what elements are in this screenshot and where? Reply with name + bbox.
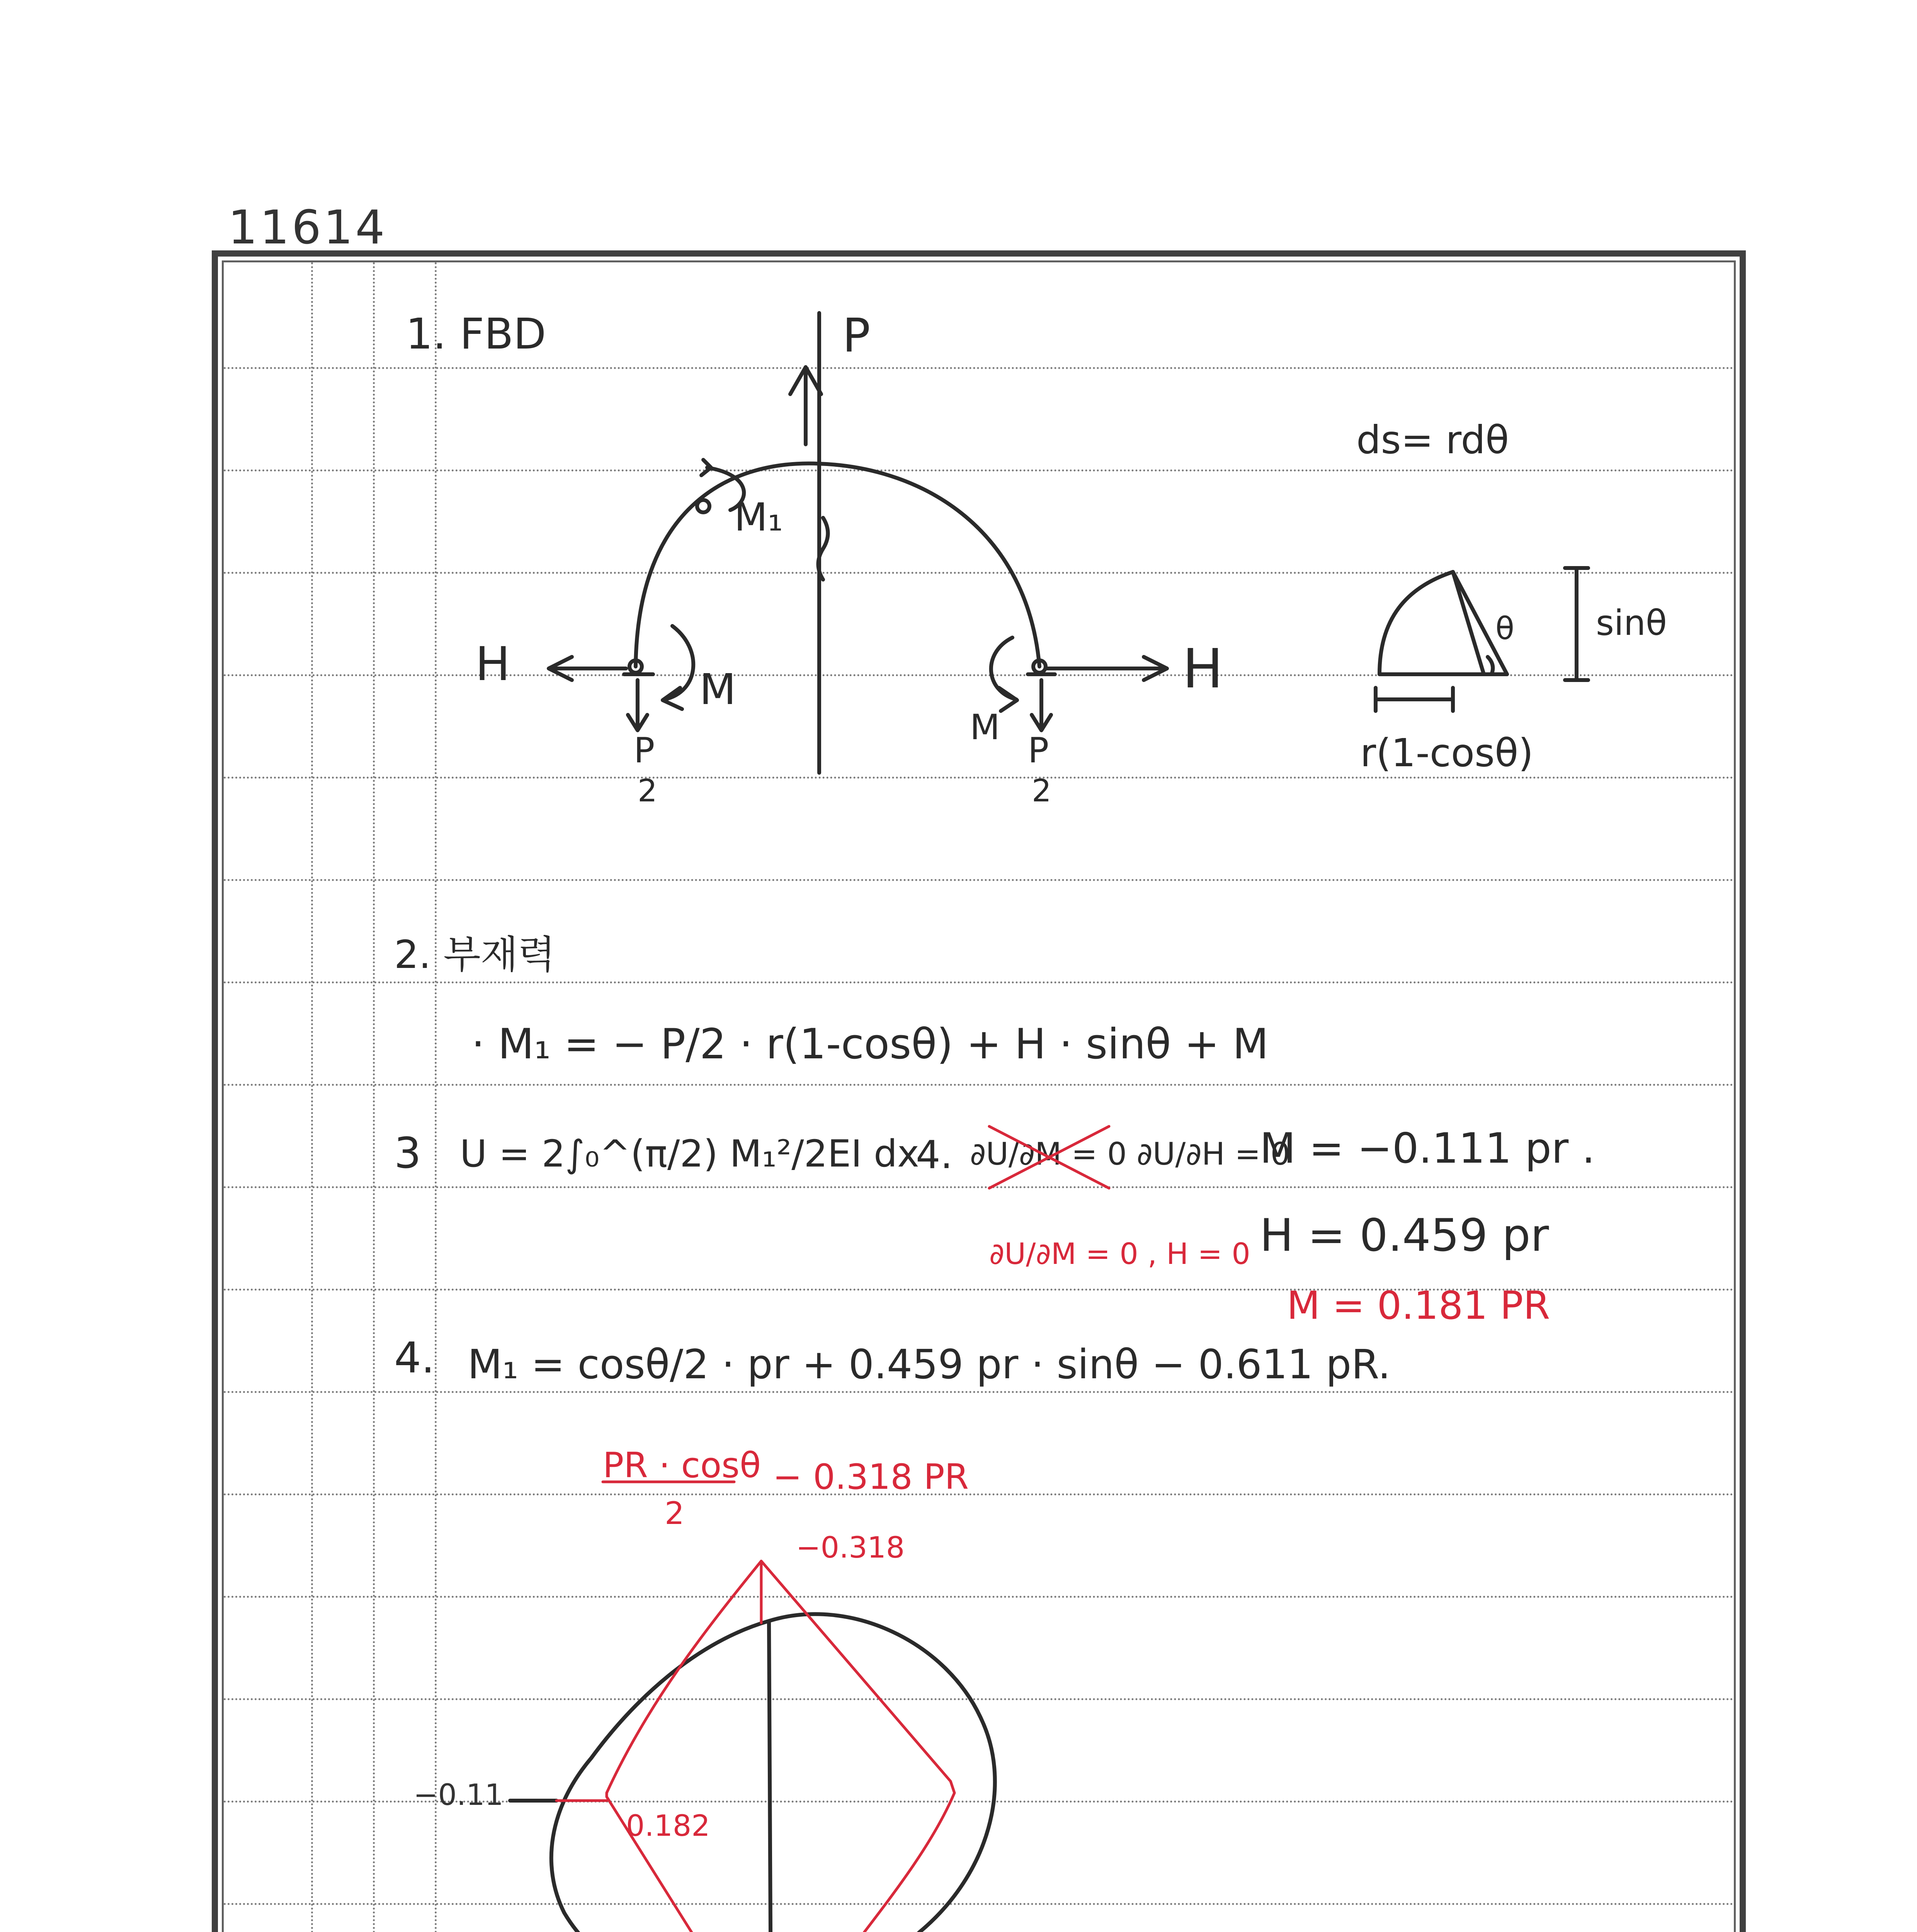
left-half-load-num: P: [634, 730, 655, 771]
left-moment-value: −0.11: [413, 1777, 503, 1812]
red-equation-den: 2: [665, 1495, 684, 1531]
right-half-load-den: 2: [1032, 773, 1051, 809]
sin-label: sinθ: [1596, 603, 1667, 643]
top-moment-value: −0.318: [796, 1530, 905, 1565]
load-label: P: [842, 309, 871, 363]
result-m-red: M = 0.181 PR: [1287, 1283, 1550, 1328]
right-moment-label: M: [970, 707, 1000, 748]
left-moment-label: M: [699, 665, 736, 714]
arch-curve: [636, 463, 1039, 667]
moment-top-label: M₁: [734, 495, 783, 540]
moment-diagram-outline: [551, 1614, 995, 1932]
section4-label: 4.: [394, 1333, 435, 1383]
partials-red: ∂U/∂M = 0 , H = 0: [989, 1236, 1250, 1271]
red-equation-num: PR · cosθ: [603, 1445, 761, 1486]
right-force-label: H: [1182, 638, 1223, 701]
sheet-id: 11614: [228, 201, 387, 255]
section3-equation: U = 2∫₀^(π/2) M₁²/2EI dx: [460, 1132, 919, 1175]
result-h: H = 0.459 pr: [1260, 1209, 1549, 1262]
fbd-title: 1. FBD: [406, 309, 546, 359]
left-half-load-den: 2: [638, 773, 657, 809]
section2-equation: · M₁ = − P/2 · r(1-cosθ) + H · sinθ + M: [471, 1020, 1269, 1068]
ds-equation: ds= rdθ: [1356, 417, 1509, 463]
section3-label: 3: [394, 1128, 421, 1178]
right-half-load-num: P: [1028, 730, 1049, 771]
partials: ∂U/∂M = 0 ∂U/∂H = 0: [970, 1136, 1290, 1172]
section4-equation: M₁ = cosθ/2 · pr + 0.459 pr · sinθ − 0.611 pR.: [468, 1341, 1391, 1388]
theta-label: θ: [1495, 611, 1514, 646]
section2-title: 2. 부재력: [394, 932, 555, 977]
red-equation-tail: − 0.318 PR: [773, 1457, 969, 1497]
step4-label: 4.: [916, 1132, 953, 1177]
left-force-label: H: [475, 638, 510, 691]
left-red-value: 0.182: [626, 1808, 710, 1843]
cos-label: r(1-cosθ): [1360, 730, 1534, 776]
result-m: M = −0.111 pr .: [1260, 1124, 1595, 1173]
